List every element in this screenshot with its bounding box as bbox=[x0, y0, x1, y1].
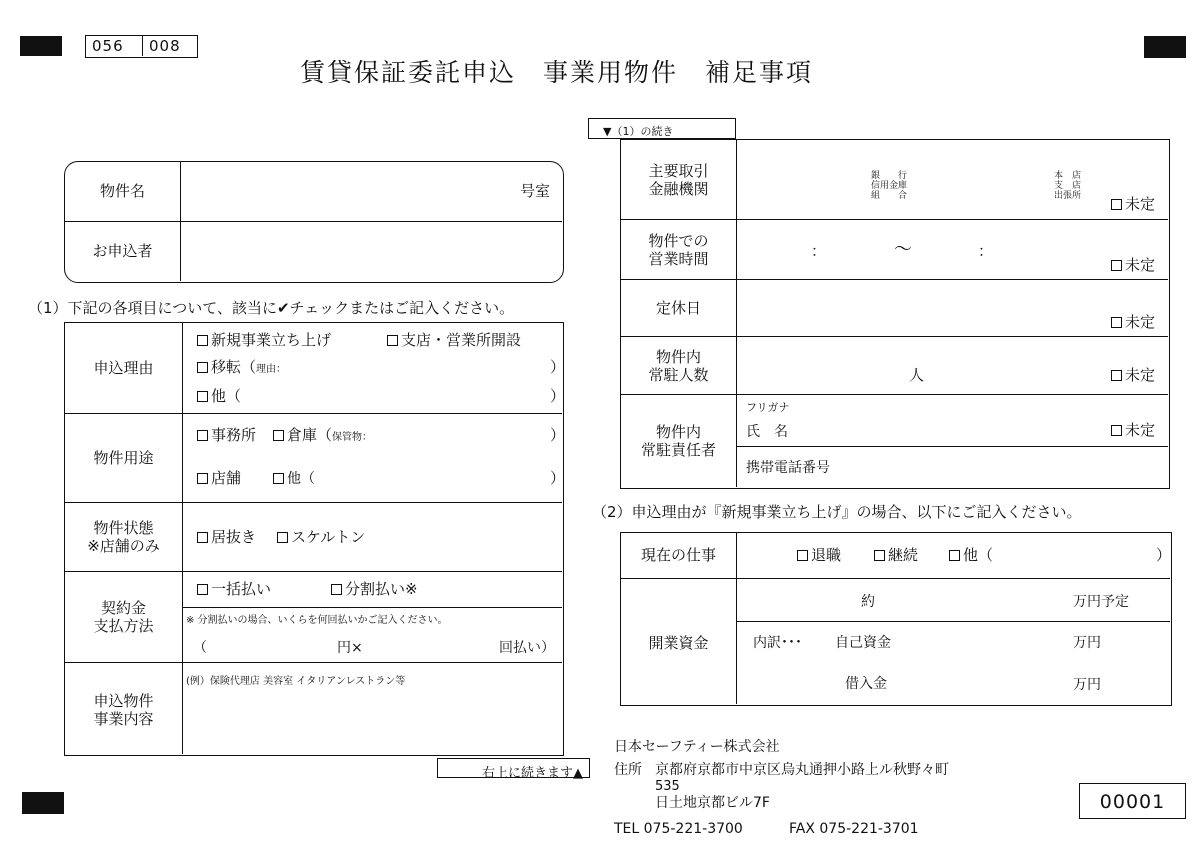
usage-shop-checkbox[interactable]: 店舗 bbox=[197, 471, 241, 486]
section2-table bbox=[620, 532, 1172, 706]
job-label: 現在の仕事 bbox=[640, 546, 716, 564]
checkbox-icon bbox=[197, 584, 208, 595]
funds-planned-unit: 万円予定 bbox=[1073, 594, 1129, 610]
manager-name-label: 氏 名 bbox=[746, 424, 788, 440]
form-code-box bbox=[85, 35, 198, 58]
condition-label: 物件状態 ※店舗のみ bbox=[87, 519, 160, 555]
applicant-label: お申込者 bbox=[92, 242, 153, 260]
furigana-label: フリガナ bbox=[746, 401, 790, 414]
job-other-close: ） bbox=[1156, 546, 1172, 564]
checkbox-icon bbox=[1111, 260, 1122, 271]
reason-new-business-checkbox[interactable]: 新規事業立ち上げ bbox=[197, 333, 331, 348]
section2-instruction: （2）申込理由が『新規事業立ち上げ』の場合、以下にご記入ください。 bbox=[592, 503, 1082, 521]
address-line3: 日土地京都ビル7F bbox=[655, 795, 770, 811]
payment-installment-checkbox[interactable]: 分割払い※ bbox=[331, 582, 418, 597]
address-label: 住所 bbox=[614, 762, 642, 778]
registration-mark-top-left bbox=[20, 36, 62, 56]
condition-furnished-checkbox[interactable]: 居抜き bbox=[197, 530, 256, 545]
business-example: (例）保険代理店 美容室 イタリアンレストラン等 bbox=[186, 676, 406, 687]
job-retired-checkbox[interactable]: 退職 bbox=[797, 548, 841, 563]
move-reason-prefix: 理由： bbox=[256, 364, 287, 375]
checkbox-icon bbox=[197, 473, 208, 484]
hours-colon-end: ： bbox=[978, 242, 994, 260]
funds-loan-label: 借入金 bbox=[845, 676, 887, 692]
checkbox-icon bbox=[949, 550, 960, 561]
checkbox-icon bbox=[1111, 370, 1122, 381]
page-title: 賃貸保証委託申込 事業用物件 補足事項 bbox=[300, 58, 814, 87]
continue-note: 右上に続きます▲ bbox=[437, 758, 590, 778]
reason-move-checkbox[interactable]: 移転（理由： bbox=[197, 360, 286, 375]
checkbox-icon bbox=[277, 532, 288, 543]
holiday-label: 定休日 bbox=[655, 299, 701, 317]
installment-times: 回払い） bbox=[499, 640, 555, 656]
company-fax: FAX 075-221-3701 bbox=[789, 821, 919, 837]
checkbox-icon bbox=[1111, 199, 1122, 210]
serial-box bbox=[1079, 783, 1186, 819]
checkbox-icon bbox=[1111, 425, 1122, 436]
checkbox-icon bbox=[197, 391, 208, 402]
address-line1: 京都府京都市中京区烏丸通押小路上ル秋野々町 bbox=[655, 762, 949, 778]
business-label: 申込物件 事業内容 bbox=[93, 692, 154, 728]
applicant-field[interactable] bbox=[183, 224, 558, 279]
section1-instruction: （1）下記の各項目について、該当に✔チェックまたはご記入ください。 bbox=[28, 299, 515, 317]
payment-label: 契約金 支払方法 bbox=[93, 599, 154, 635]
storage-prefix: 保管物： bbox=[332, 432, 373, 443]
funds-label: 開業資金 bbox=[648, 634, 709, 652]
checkbox-icon bbox=[331, 584, 342, 595]
staff-unit: 人 bbox=[909, 366, 925, 384]
checkbox-icon bbox=[874, 550, 885, 561]
checkbox-icon bbox=[197, 335, 208, 346]
usage-other-checkbox[interactable]: 他（ bbox=[273, 472, 315, 486]
reason-other-checkbox[interactable]: 他（ bbox=[197, 389, 241, 404]
company-name: 日本セーフティー株式会社 bbox=[614, 739, 780, 755]
usage-warehouse-checkbox[interactable]: 倉庫（保管物： bbox=[273, 428, 372, 443]
serial-number: 00001 bbox=[1099, 791, 1166, 813]
form-code-right: 008 bbox=[149, 37, 181, 55]
company-tel: TEL 075-221-3700 bbox=[614, 821, 743, 837]
staff-label: 物件内 常駐人数 bbox=[648, 347, 709, 384]
checkbox-icon bbox=[273, 473, 284, 484]
business-field[interactable] bbox=[185, 691, 560, 751]
hours-undecided-checkbox[interactable]: 未定 bbox=[1111, 258, 1155, 273]
continued-tab: ▼（1）の続き bbox=[588, 118, 736, 139]
installment-yen-times: 円× bbox=[337, 640, 363, 656]
usage-office-checkbox[interactable]: 事務所 bbox=[197, 428, 256, 443]
manager-label: 物件内 常駐責任者 bbox=[640, 423, 716, 459]
reason-branch-checkbox[interactable]: 支店・営業所開設 bbox=[387, 333, 521, 348]
manager-undecided-checkbox[interactable]: 未定 bbox=[1111, 423, 1155, 438]
installment-note: ※ 分割払いの場合、いくらを何回払いかご記入ください。 bbox=[186, 615, 448, 626]
holiday-undecided-checkbox[interactable]: 未定 bbox=[1111, 315, 1155, 330]
registration-mark-top-right bbox=[1144, 36, 1186, 58]
checkbox-icon bbox=[1111, 317, 1122, 328]
checkbox-icon bbox=[197, 430, 208, 441]
checkbox-icon bbox=[273, 430, 284, 441]
room-suffix: 号室 bbox=[520, 182, 551, 200]
bank-type-1: 銀 行 信用金庫 組 合 bbox=[871, 171, 908, 201]
checkbox-icon bbox=[197, 532, 208, 543]
reason-label: 申込理由 bbox=[93, 359, 154, 377]
form-code-left: 056 bbox=[92, 37, 124, 55]
property-name-field[interactable] bbox=[183, 164, 513, 219]
bank-undecided-checkbox[interactable]: 未定 bbox=[1111, 197, 1155, 212]
job-continue-checkbox[interactable]: 継続 bbox=[874, 548, 918, 563]
hours-label: 物件での 営業時間 bbox=[648, 231, 709, 268]
checkbox-icon bbox=[797, 550, 808, 561]
property-name-label: 物件名 bbox=[99, 182, 145, 200]
installment-open-paren: （ bbox=[193, 640, 207, 656]
bank-type-2: 本 店 支 店 出張所 bbox=[1054, 171, 1082, 201]
registration-mark-bottom-left bbox=[22, 792, 64, 814]
section1-table bbox=[64, 322, 564, 756]
reason-move-close: ） bbox=[550, 358, 566, 376]
usage-warehouse-close: ） bbox=[550, 426, 566, 444]
bank-label: 主要取引 金融機関 bbox=[648, 161, 709, 198]
funds-loan-unit: 万円 bbox=[1073, 677, 1101, 693]
property-box bbox=[64, 161, 564, 283]
address-line2: 535 bbox=[655, 779, 680, 794]
funds-breakdown: 内訳･･･ bbox=[753, 635, 802, 651]
checkbox-icon bbox=[387, 335, 398, 346]
hours-tilde: 〜 bbox=[894, 239, 912, 260]
funds-own-label: 自己資金 bbox=[835, 635, 891, 651]
reason-other-close: ） bbox=[550, 387, 566, 405]
payment-lump-checkbox[interactable]: 一括払い bbox=[197, 582, 271, 597]
funds-own-unit: 万円 bbox=[1073, 635, 1101, 651]
usage-label: 物件用途 bbox=[93, 449, 154, 467]
checkbox-icon bbox=[197, 362, 208, 373]
hours-colon-start: ： bbox=[811, 242, 827, 260]
job-other-checkbox[interactable]: 他（ bbox=[949, 548, 993, 563]
condition-skeleton-checkbox[interactable]: スケルトン bbox=[277, 530, 365, 545]
usage-other-close: ） bbox=[550, 469, 566, 487]
staff-undecided-checkbox[interactable]: 未定 bbox=[1111, 368, 1155, 383]
right-table bbox=[620, 139, 1170, 489]
mobile-label: 携帯電話番号 bbox=[746, 460, 830, 476]
funds-approx: 約 bbox=[861, 594, 875, 610]
